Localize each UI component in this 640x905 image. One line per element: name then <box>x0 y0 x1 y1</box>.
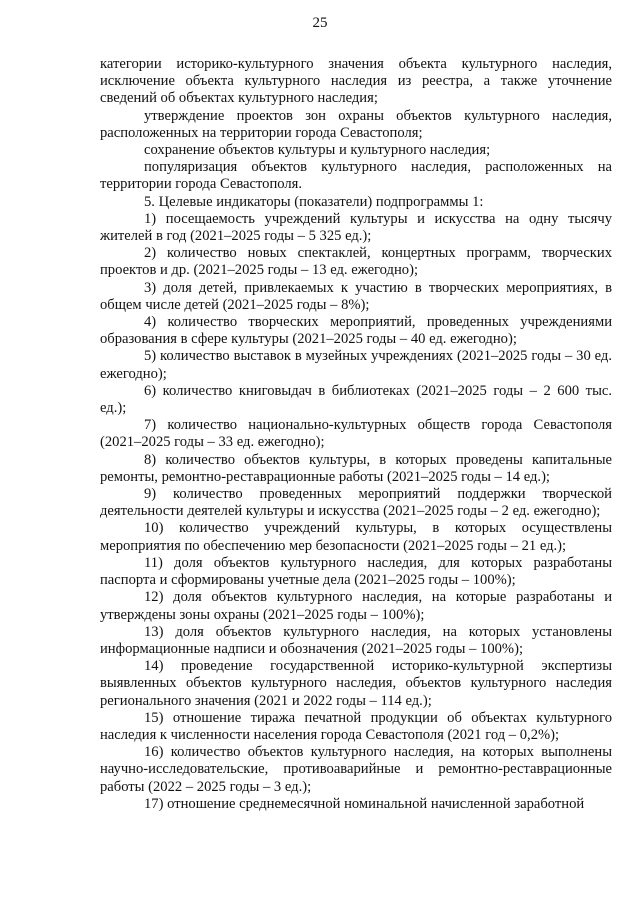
indicator-item-10: 10) количество учреждений культуры, в которых осуществлены мероприятия по обеспечению мер безопасности (2021–2025 годы – 21 ед.); <box>100 520 612 554</box>
paragraph-continuation: категории историко-культурного значения объекта культурного наследия, исключение объекта культурного наследия из реестра, а также уточнение сведений об объектах культурного наследия; <box>100 56 612 107</box>
section-heading-indicators: 5. Целевые индикаторы (показатели) подпрограммы 1: <box>144 193 484 210</box>
paragraph-preservation: сохранение объектов культуры и культурного наследия; <box>144 142 491 159</box>
paragraph-popularization: популяризация объектов культурного наследия, расположенных на территории города Севастополя. <box>100 159 612 193</box>
indicator-item-5: 5) количество выставок в музейных учреждениях (2021–2025 годы – 30 ед. ежегодно); <box>100 348 612 382</box>
indicator-item-12: 12) доля объектов культурного наследия, на которые разработаны и утверждены зоны охраны (2021–2025 годы – 100%); <box>100 589 612 623</box>
indicator-item-15: 15) отношение тиража печатной продукции об объектах культурного наследия к численности населения города Севастополя (2021 год – 0,2%); <box>100 709 612 743</box>
indicator-item-7: 7) количество национально-культурных обществ города Севастополя (2021–2025 годы – 33 ед. ежегодно); <box>100 417 612 451</box>
indicator-item-8: 8) количество объектов культуры, в которых проведены капитальные ремонты, ремонтно-реставрационные работы (2021–2025 годы – 14 ед.); <box>100 451 612 485</box>
indicator-item-16: 16) количество объектов культурного наследия, на которых выполнены научно-исследовательские, противоаварийные и ремонтно-реставрационные работы (2022 – 2025 годы – 3 ед.); <box>100 744 612 795</box>
indicator-item-4: 4) количество творческих мероприятий, проведенных учреждениями образования в сфере культуры (2021–2025 годы – 40 ед. ежегодно); <box>100 314 612 348</box>
indicator-item-1: 1) посещаемость учреждений культуры и искусства на одну тысячу жителей в год (2021–2025 годы – 5 325 ед.); <box>100 210 612 245</box>
indicator-item-17: 17) отношение среднемесячной номинальной начисленной заработной <box>144 795 585 812</box>
indicator-item-3: 3) доля детей, привлекаемых к участию в творческих мероприятиях, в общем числе детей (2021–2025 годы – 8%); <box>100 279 612 313</box>
page-number: 25 <box>312 15 328 31</box>
indicator-item-13: 13) доля объектов культурного наследия, на которых установлены информационные надписи и обозначения (2021–2025 годы – 100%); <box>100 623 612 657</box>
indicator-item-2: 2) количество новых спектаклей, концертных программ, творческих проектов и др. (2021–2025 годы – 13 ед. ежегодно); <box>100 245 612 279</box>
indicator-item-6: 6) количество книговыдач в библиотеках (2021–2025 годы – 2 600 тыс. ед.); <box>100 382 612 417</box>
indicator-item-14: 14) проведение государственной историко-культурной экспертизы выявленных объектов культурного наследия, объектов культурного наследия регионального значения (2021 и 2022 годы – 114 ед.); <box>100 658 612 709</box>
paragraph-zones-approval: утверждение проектов зон охраны объектов культурного наследия, расположенных на территории города Севастополя; <box>100 107 612 141</box>
indicator-item-9: 9) количество проведенных мероприятий поддержки творческой деятельности деятелей культуры и искусства (2021–2025 годы – 2 ед. ежегодно); <box>100 486 612 520</box>
document-body <box>100 56 612 813</box>
indicator-item-11: 11) доля объектов культурного наследия, для которых разработаны паспорта и сформированы учетные дела (2021–2025 годы – 100%); <box>100 554 612 589</box>
